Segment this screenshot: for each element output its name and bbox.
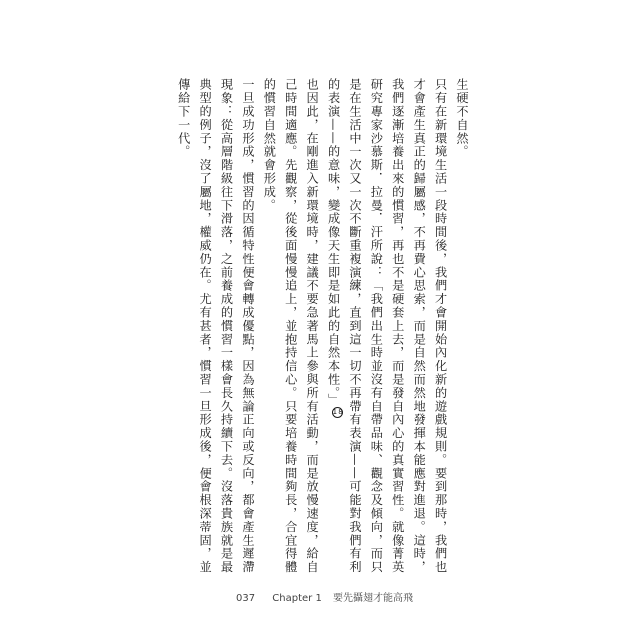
paragraph-1: 生硬不自然。 <box>455 78 469 159</box>
chapter-label: Chapter 1 <box>272 593 322 604</box>
page-number: 037 <box>236 593 256 604</box>
paragraph-2 <box>322 78 450 578</box>
paragraph-2-text: 只有在新環境生活一段時間後，我們才會開始內化新的遊戲規則。要到那時，我們也才會產生真正的歸屬感，不再費心思索，而是自然而然地發揮本能應對進退。這時，我們逐漸培養出來的慣習，再也不是硬套上去，而是發自內心的真實習性。就像菁英研究專家沙慕斯．拉曼．汗所說：「我們出生時並沒有自帶品味、觀念及傾向，而只是在生活中一次又一次不斷重複演練，直到這一切不再帶有表演——可能對我們有利的表演——的意味，變成像天生即是如此的自然本性。」 <box>326 78 448 574</box>
paragraph-4: 一旦成功形成，慣習的因循特性便會轉成優點，因為無論正向或反向，都會產生遲滯現象：從高層階級往下滑落，之前養成的慣習一樣會長久持續下去。沒落貴族就是最典型的例子，沒了屬地，權威仍在。尤有甚者，慣習一旦形成後，便會根深蒂固，並傳給下一代。 <box>176 78 255 574</box>
page-footer <box>236 589 413 604</box>
footnote-marker: 18 <box>332 407 344 416</box>
chapter-title: 要先攝翅才能高飛 <box>333 593 413 604</box>
body-text <box>172 78 472 578</box>
paragraph-3: 也因此，在剛進入新環境時，建議不要急著馬上參與所有活動，而是放慢速度，給自己時間適應。先觀察，從後面慢慢追上，並抱持信心。只要培養時間夠長，合宜得體的慣習自然就會形成。 <box>262 78 320 574</box>
